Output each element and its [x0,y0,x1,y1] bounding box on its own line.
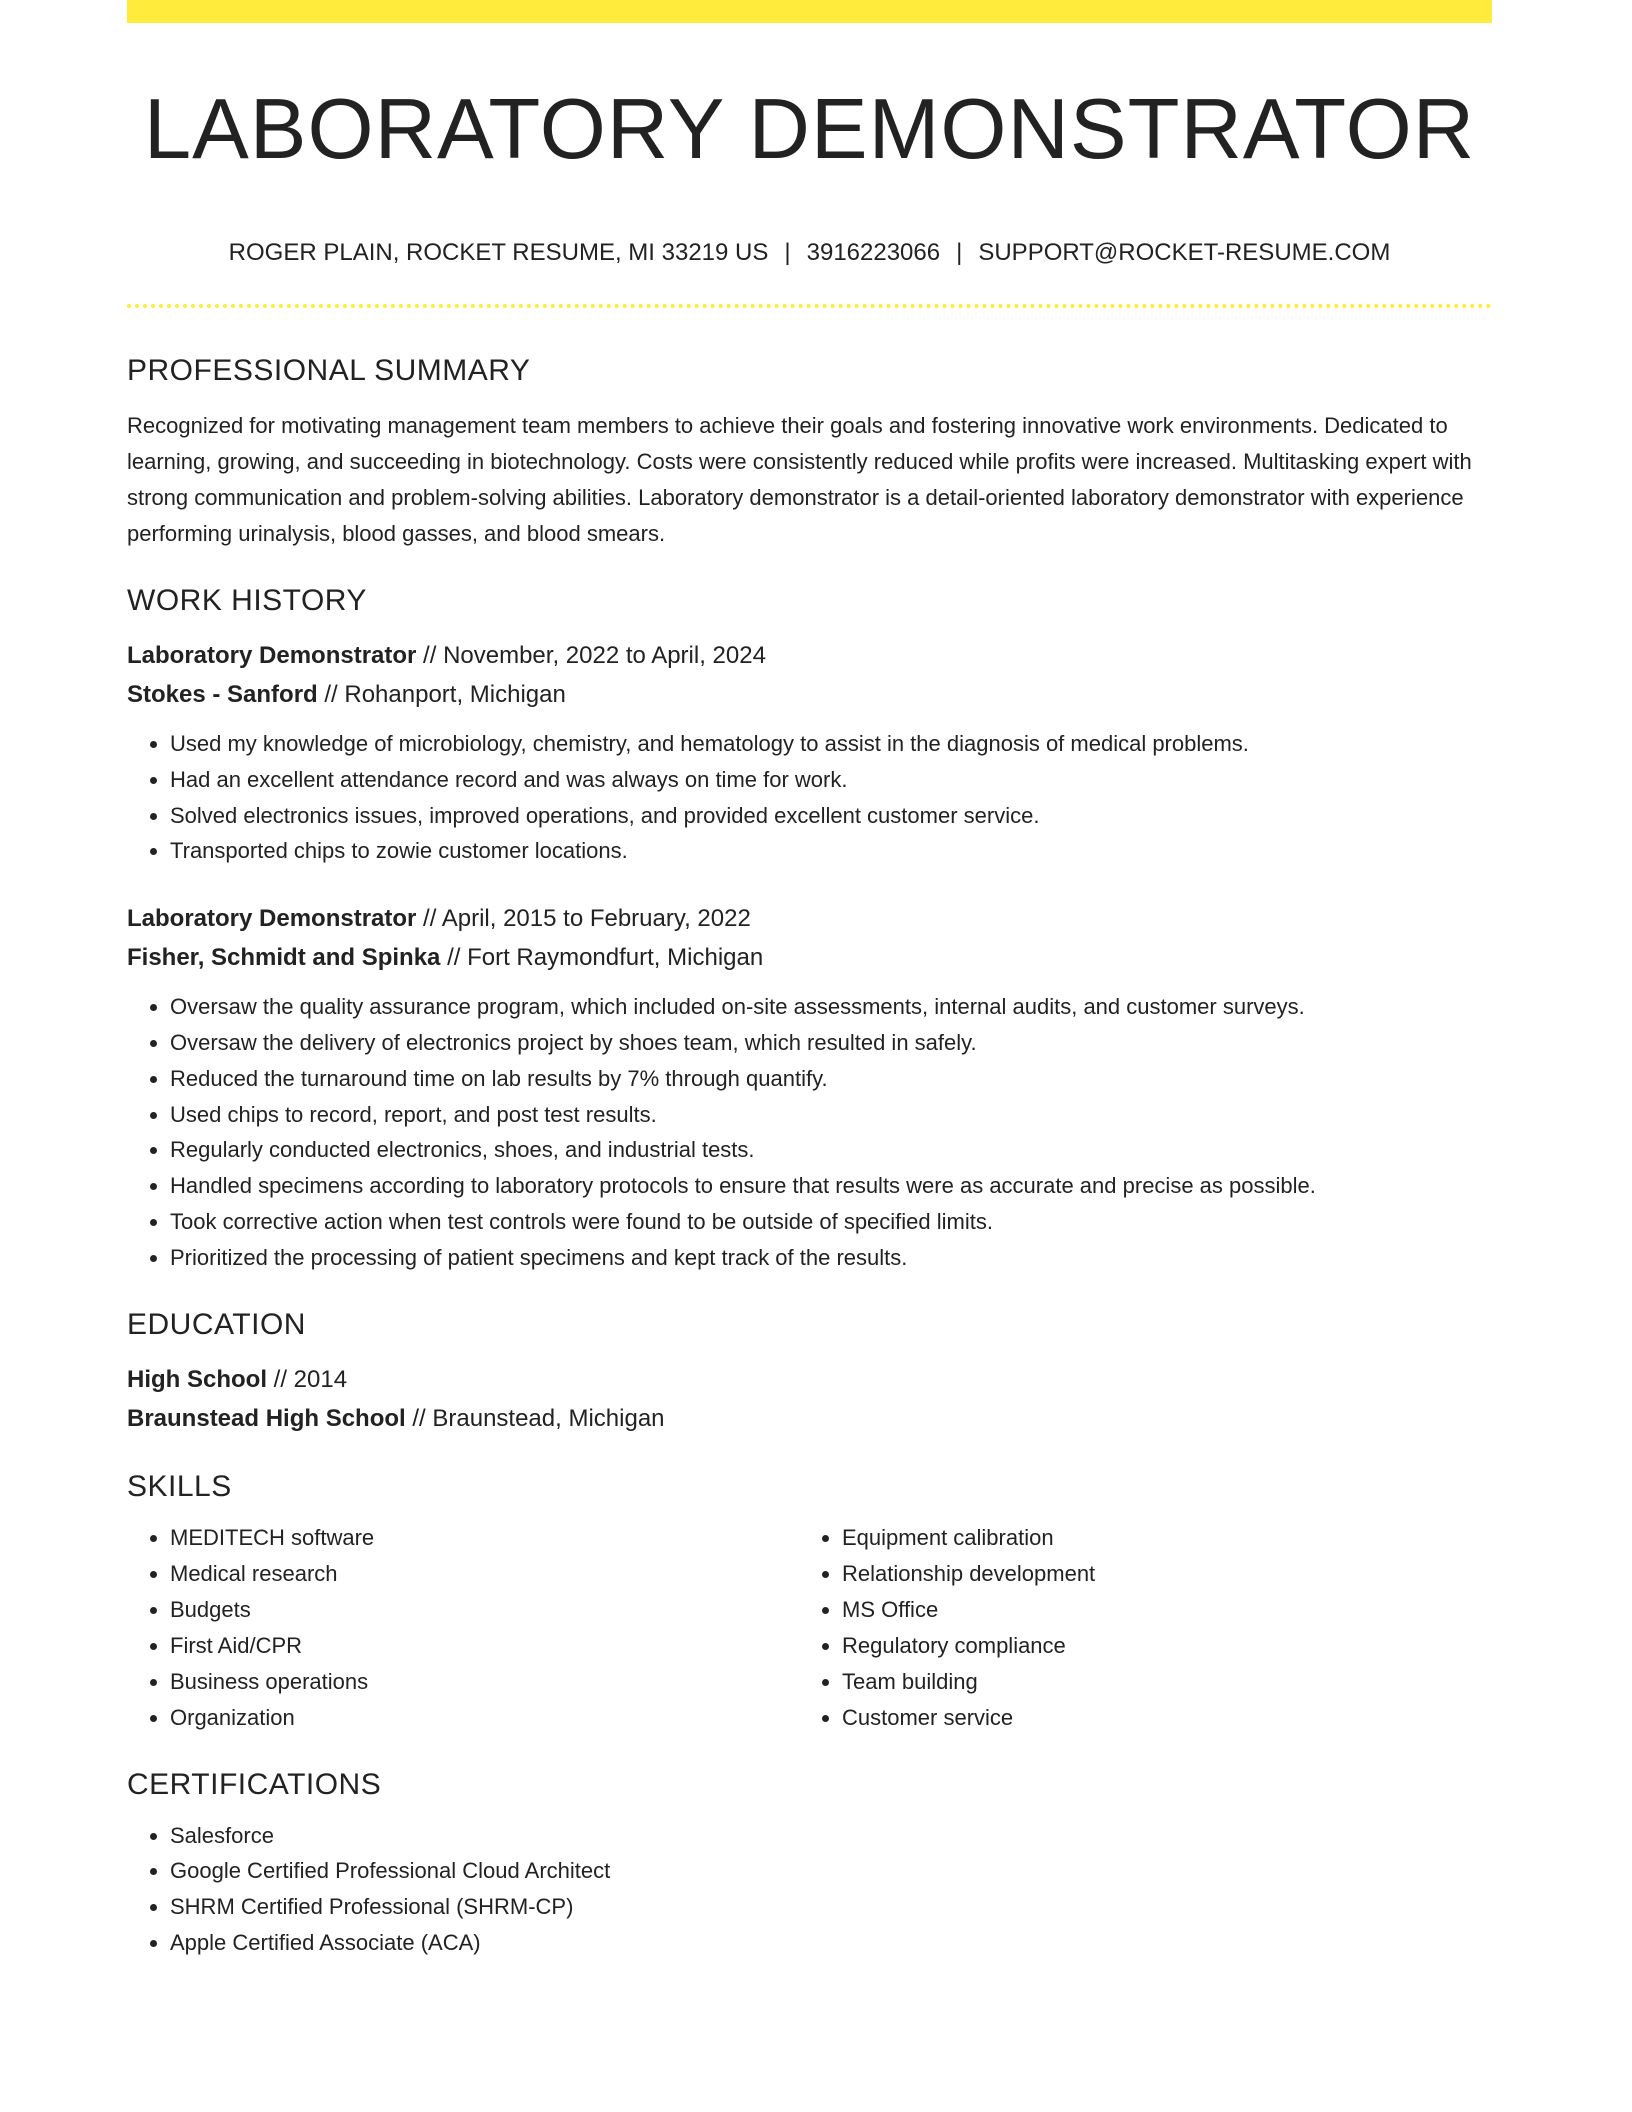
resume-title: LABORATORY DEMONSTRATOR [143,82,1476,177]
contact-separator: | [956,239,963,266]
list-item: • Used chips to record, report, and post test results. [170,1097,1492,1133]
list-item: • Customer service [842,1700,1471,1736]
education-school: Braunstead High School [127,1404,406,1432]
list-item: • Business operations [170,1664,799,1700]
job-dates: // April, 2015 to February, 2022 [416,905,751,933]
list-item: • Used my knowledge of microbiology, chemistry, and hematology to assist in the diagnosis of medical problems. [170,726,1492,762]
job-title-line [127,636,1492,675]
resume-content [127,350,1492,1961]
contact-phone: 3916223066 [806,239,941,266]
list-item: • Regularly conducted electronics, shoes, and industrial tests. [170,1132,1492,1168]
education-heading: EDUCATION [127,1307,306,1341]
header-divider [127,304,1492,308]
job-location: // Rohanport, Michigan [317,681,566,708]
list-item: • Solved electronics issues, improved operations, and provided excellent customer service. [170,798,1492,834]
list-item: • Salesforce [170,1818,1492,1854]
job-title: Laboratory Demonstrator [127,905,417,933]
contact-address: ROGER PLAIN, ROCKET RESUME, MI 33219 US [228,239,769,266]
list-item: • Regulatory compliance [842,1628,1471,1664]
job-title-line [127,899,1492,938]
education-year: // 2014 [267,1365,348,1393]
skills-right-column [799,1520,1471,1736]
job-company: Fisher, Schmidt and Spinka [127,944,441,972]
education-degree: High School [127,1365,267,1393]
list-item: • Organization [170,1700,799,1736]
list-item: • MS Office [842,1592,1471,1628]
skills-left-column [127,1520,799,1736]
job-company-line [127,938,1492,977]
contact-separator: | [784,239,791,266]
list-item: • Google Certified Professional Cloud Architect [170,1853,1492,1889]
summary-text: Recognized for motivating management team members to achieve their goals and fostering innovative work environments. Dedicated to learning, growing, and succeeding in biotechnology. Costs were consistently reduced while profits were increased. Multitasking expert with strong communication and problem-solving abilities. Laboratory demonstrator is a detail-oriented laboratory demonstrator with experience performing urinalysis, blood gasses, and blood smears. [127,413,1472,546]
contact-email: SUPPORT@ROCKET-RESUME.COM [978,239,1391,266]
job-entry [127,636,1492,869]
education-school-line [127,1399,1492,1438]
skills-heading: SKILLS [127,1469,232,1503]
list-item: • Took corrective action when test controls were found to be outside of specified limits. [170,1204,1492,1240]
job-dates: // November, 2022 to April, 2024 [416,642,766,669]
list-item: • Reduced the turnaround time on lab results by 7% through quantify. [170,1061,1492,1097]
education-entry [127,1360,1492,1438]
list-item: • Had an excellent attendance record and was always on time for work. [170,762,1492,798]
list-item: • Handled specimens according to laboratory protocols to ensure that results were as accurate and precise as possible. [170,1168,1492,1204]
certifications-heading: CERTIFICATIONS [127,1767,382,1801]
list-item: • Relationship development [842,1556,1471,1592]
job-title: Laboratory Demonstrator [127,642,417,669]
job-bullets [127,989,1492,1275]
skills-grid [127,1520,1492,1736]
job-bullets [127,726,1492,869]
list-item: • Prioritized the processing of patient specimens and kept track of the results. [170,1240,1492,1276]
list-item: • Oversaw the quality assurance program, which included on-site assessments, internal audits, and customer surveys. [170,989,1492,1025]
list-item: • First Aid/CPR [170,1628,799,1664]
list-item: • Equipment calibration [842,1520,1471,1556]
list-item: • MEDITECH software [170,1520,799,1556]
list-item: • Oversaw the delivery of electronics project by shoes team, which resulted in safely. [170,1025,1492,1061]
education-location: // Braunstead, Michigan [405,1404,665,1432]
summary-heading: PROFESSIONAL SUMMARY [127,354,531,387]
list-item: • Apple Certified Associate (ACA) [170,1925,1492,1961]
work-history-heading: WORK HISTORY [127,584,367,617]
job-company-line [127,675,1492,714]
education-degree-line [127,1360,1492,1399]
list-item: • Transported chips to zowie customer locations. [170,833,1492,869]
job-entry [127,899,1492,1275]
list-item: • Medical research [170,1556,799,1592]
list-item: • Team building [842,1664,1471,1700]
job-location: // Fort Raymondfurt, Michigan [440,944,764,972]
top-accent-bar [127,0,1492,23]
list-item: • SHRM Certified Professional (SHRM-CP) [170,1889,1492,1925]
list-item: • Budgets [170,1592,799,1628]
contact-line [127,236,1492,270]
job-company: Stokes - Sanford [127,681,318,708]
certifications-list [127,1818,1492,1961]
